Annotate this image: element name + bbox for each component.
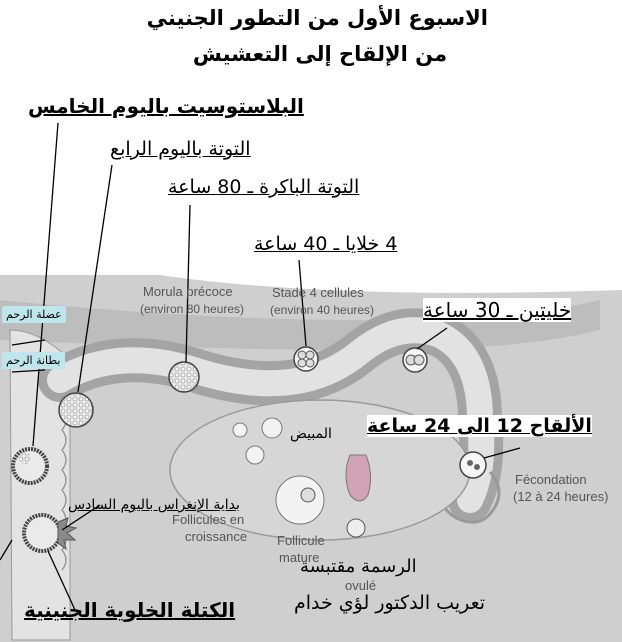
label-ovary: المبيض xyxy=(290,426,332,442)
follicle-2 xyxy=(262,418,282,438)
label-blastocyst: البلاستوسيت باليوم الخامس xyxy=(28,94,304,118)
follicle-1 xyxy=(233,423,247,437)
fr-ovule: ovulé xyxy=(345,578,377,593)
fr-follicules-1: Follicules en xyxy=(172,512,245,527)
fr-stade4: Stade 4 cellules xyxy=(272,285,364,300)
oocyte-in-follicle xyxy=(301,488,315,502)
fertilized-egg xyxy=(460,452,486,478)
fr-morula-precoce-time: (environ 80 heures) xyxy=(140,302,245,316)
fr-fecondation-time: (12 à 24 heures) xyxy=(513,489,609,504)
title-line-1: الاسبوع الأول من التطور الجنيني xyxy=(146,6,488,30)
blastocyst xyxy=(13,449,47,483)
title-line-2: من الإلقاح إلى التعشيش xyxy=(192,42,448,66)
fr-follicules-2: croissance xyxy=(185,529,248,544)
label-uterine-lining: بطانة الرحم xyxy=(2,352,65,369)
two-cell-embryo xyxy=(403,348,427,372)
ovulated-oocyte xyxy=(347,519,365,537)
morula xyxy=(59,393,93,427)
label-uterine-muscle: عضلة الرحم xyxy=(2,306,66,323)
fr-fecondation: Fécondation xyxy=(515,472,587,487)
credit-line-2: تعريب الدكتور لؤي خدام xyxy=(294,592,486,614)
follicle-growing xyxy=(276,476,324,524)
label-implantation: بداية الإنغراس باليوم السادس xyxy=(68,497,240,513)
label-four-cells: 4 خلايا ـ 40 ساعة xyxy=(254,233,398,255)
fr-morula-precoce: Morula précoce xyxy=(143,284,233,299)
ruptured-follicle xyxy=(346,455,371,501)
credit-line-1: الرسمة مقتبسة xyxy=(300,556,417,577)
label-fertilization: الألقاح 12 الى 24 ساعة xyxy=(367,415,592,437)
follicle-3 xyxy=(246,446,264,464)
label-morula-day4: التوتة باليوم الرابع xyxy=(110,138,251,160)
fr-stade4-time: (environ 40 heures) xyxy=(270,303,375,317)
early-morula xyxy=(169,362,199,392)
label-two-cells: خليتين ـ 30 ساعة xyxy=(423,298,572,322)
fr-follicule-mature-1: Follicule xyxy=(277,533,325,548)
label-inner-cell-mass: الكتلة الخلوية الجنينية xyxy=(24,598,236,622)
label-early-morula: التوتة الباكرة ـ 80 ساعة xyxy=(168,176,360,198)
four-cell-embryo xyxy=(294,347,318,371)
fr-follicule-mature-2: mature xyxy=(279,550,320,565)
